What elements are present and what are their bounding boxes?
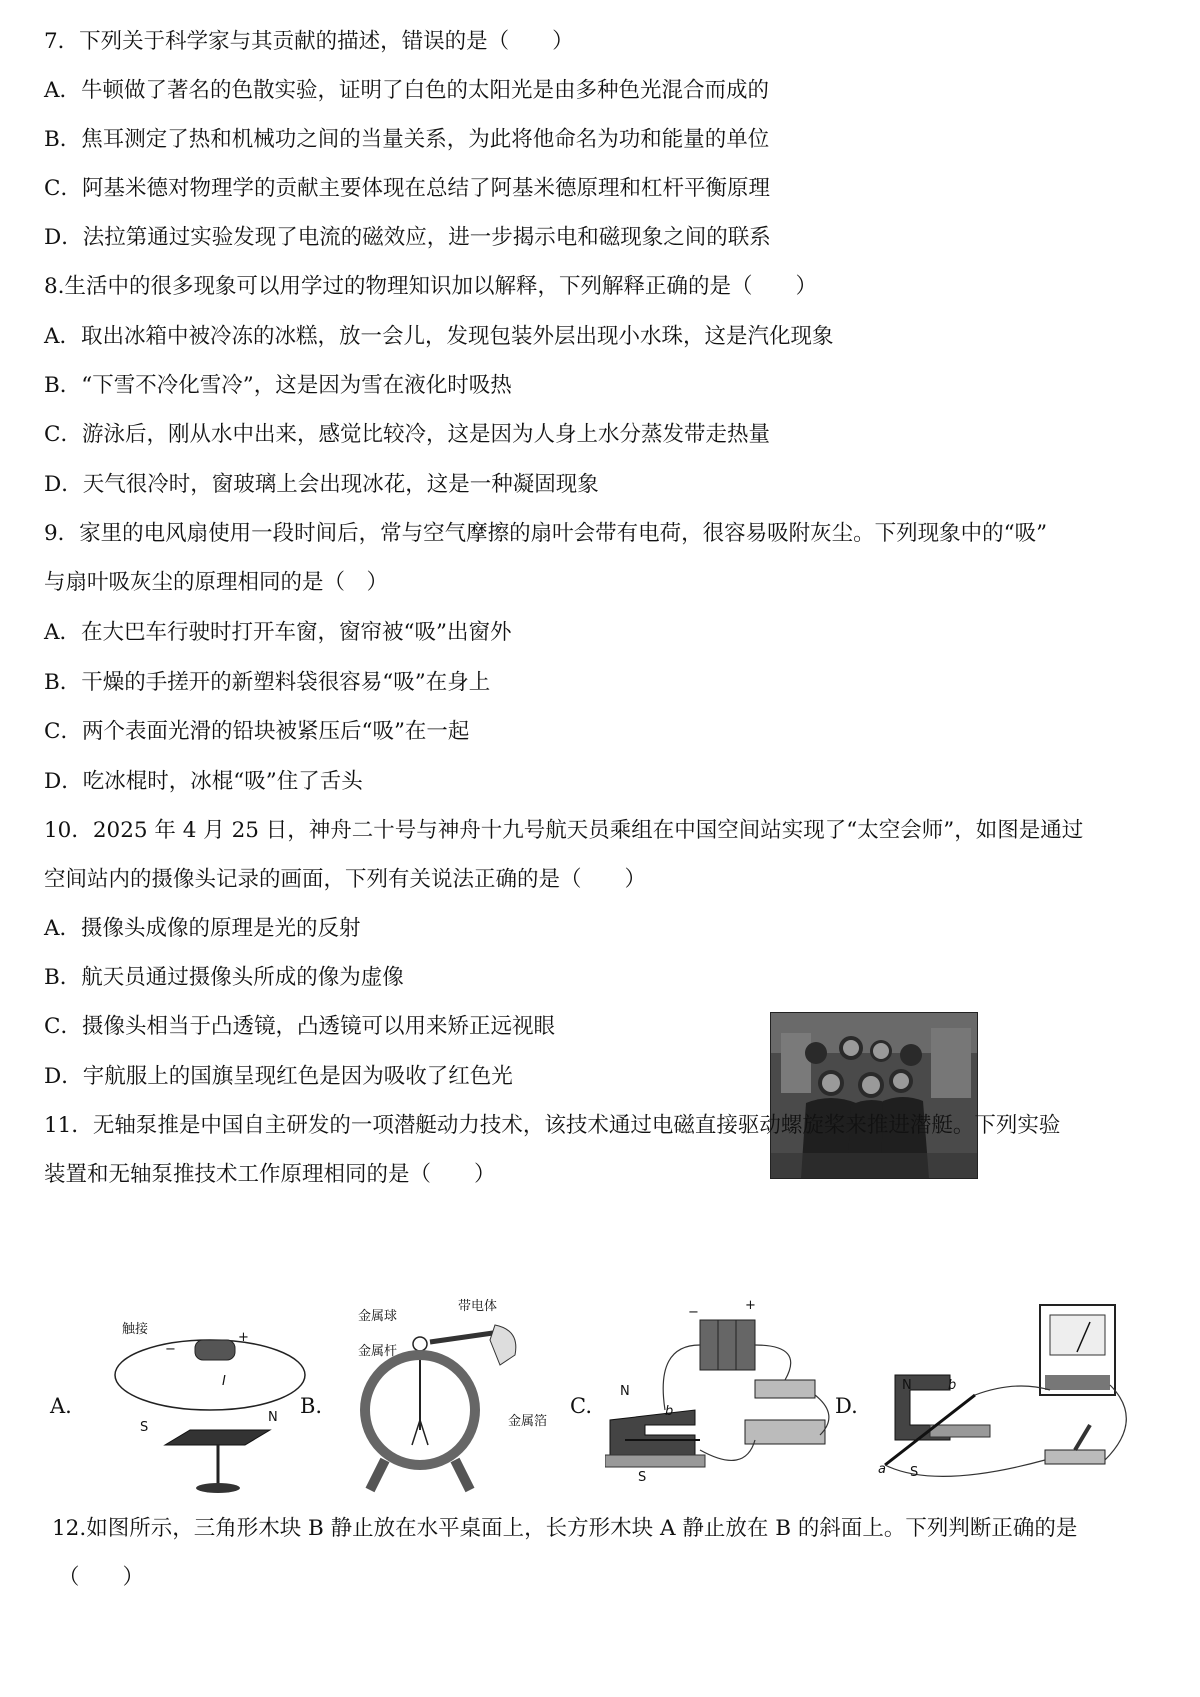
q10-option-d: D．宇航服上的国旗呈现红色是因为吸收了红色光 — [44, 1064, 513, 1089]
fig-c-minus: − — [688, 1305, 699, 1320]
q7-stem: 7．下列关于科学家与其贡献的描述，错误的是（ ） — [44, 29, 574, 54]
q8-option-c: C．游泳后，刚从水中出来，感觉比较冷，这是因为人身上水分蒸发带走热量 — [44, 422, 770, 447]
q7-option-b: B．焦耳测定了热和机械功之间的当量关系，为此将他命名为功和能量的单位 — [44, 127, 770, 152]
fig-a-n: N — [268, 1410, 278, 1425]
q9-stem-line1: 9．家里的电风扇使用一段时间后，常与空气摩擦的扇叶会带有电荷，很容易吸附灰尘。下列现象中的“吸” — [44, 521, 1048, 546]
fig-b-metal-ball: 金属球 — [358, 1309, 398, 1324]
q8-option-d: D．天气很冷时，窗玻璃上会出现冰花，这是一种凝固现象 — [44, 472, 599, 497]
q11-figures — [40, 1300, 1160, 1500]
astronauts-photo — [770, 1012, 978, 1179]
q9-option-c: C．两个表面光滑的铅块被紧压后“吸”在一起 — [44, 719, 470, 744]
fig-c-s: S — [638, 1470, 647, 1485]
fig-b-electroscope — [340, 1310, 560, 1500]
fig-a-minus: − — [165, 1342, 176, 1357]
q7-option-a: A．牛顿做了著名的色散实验，证明了白色的太阳光是由多种色光混合而成的 — [44, 78, 770, 103]
fig-c-label: C. — [570, 1394, 592, 1418]
q10-option-a: A．摄像头成像的原理是光的反射 — [44, 916, 361, 941]
q10-option-c: C．摄像头相当于凸透镜，凸透镜可以用来矫正远视眼 — [44, 1014, 555, 1039]
q8-option-a: A．取出冰箱中被冷冻的冰糕，放一会儿，发现包装外层出现小水珠，这是汽化现象 — [44, 324, 834, 349]
q12-stem: 12.如图所示，三角形木块 B 静止放在水平桌面上，长方形木块 A 静止放在 B 的斜面上。下列判断正确的是 — [52, 1516, 1078, 1541]
q7-option-c: C．阿基米德对物理学的贡献主要体现在总结了阿基米德原理和杠杆平衡原理 — [44, 176, 770, 201]
fig-d-b: b — [948, 1378, 957, 1393]
q11-stem-line1: 11．无轴泵推是中国自主研发的一项潜艇动力技术，该技术通过电磁直接驱动螺旋桨来推进潜艇。下列实验 — [44, 1113, 1061, 1138]
fig-a-touch-label: 触接 — [122, 1322, 149, 1337]
fig-b-metal-rod: 金属杆 — [358, 1344, 398, 1359]
fig-b-charged-body: 带电体 — [458, 1299, 498, 1314]
fig-a-label: A. — [50, 1394, 72, 1418]
q9-option-b: B．干燥的手搓开的新塑料袋很容易“吸”在身上 — [44, 670, 491, 695]
fig-c-b: b — [665, 1404, 674, 1419]
fig-a-plus: + — [238, 1330, 249, 1345]
q8-stem: 8.生活中的很多现象可以用学过的物理知识加以解释，下列解释正确的是（ ） — [44, 274, 818, 299]
fig-b-label: B. — [300, 1394, 323, 1418]
fig-a-rotating-coil — [100, 1320, 323, 1500]
fig-d-label: D. — [835, 1394, 858, 1418]
fig-c-plus: + — [745, 1298, 756, 1313]
fig-d-s: S — [910, 1465, 919, 1480]
q10-stem-line1: 10．2025 年 4 月 25 日，神舟二十号与神舟十九号航天员乘组在中国空间站实现了“太空会师”，如图是通过 — [44, 818, 1084, 843]
q10-option-b: B．航天员通过摄像头所成的像为虚像 — [44, 965, 404, 990]
q10-stem-line2: 空间站内的摄像头记录的画面，下列有关说法正确的是（ ） — [44, 867, 647, 892]
q12-answer-parentheses: （ ） — [58, 1565, 145, 1590]
fig-d-n: N — [902, 1378, 912, 1393]
fig-c-n: N — [620, 1384, 630, 1399]
q11-stem-line2: 装置和无轴泵推技术工作原理相同的是（ ） — [44, 1162, 496, 1187]
q8-option-b: B．“下雪不冷化雪冷”，这是因为雪在液化时吸热 — [44, 373, 512, 398]
q9-option-d: D．吃冰棍时，冰棍“吸”住了舌头 — [44, 769, 363, 794]
fig-c-motor-circuit — [605, 1315, 835, 1485]
fig-a-s: S — [140, 1420, 149, 1435]
q9-option-a: A．在大巴车行驶时打开车窗，窗帘被“吸”出窗外 — [44, 620, 512, 645]
fig-d-a: a — [878, 1462, 886, 1477]
q7-option-d: D．法拉第通过实验发现了电流的磁效应，进一步揭示电和磁现象之间的联系 — [44, 225, 771, 250]
fig-a-current: I — [222, 1374, 226, 1389]
fig-b-metal-foil: 金属箔 — [508, 1414, 548, 1429]
q9-stem-line2: 与扇叶吸灰尘的原理相同的是（ ） — [44, 570, 389, 595]
